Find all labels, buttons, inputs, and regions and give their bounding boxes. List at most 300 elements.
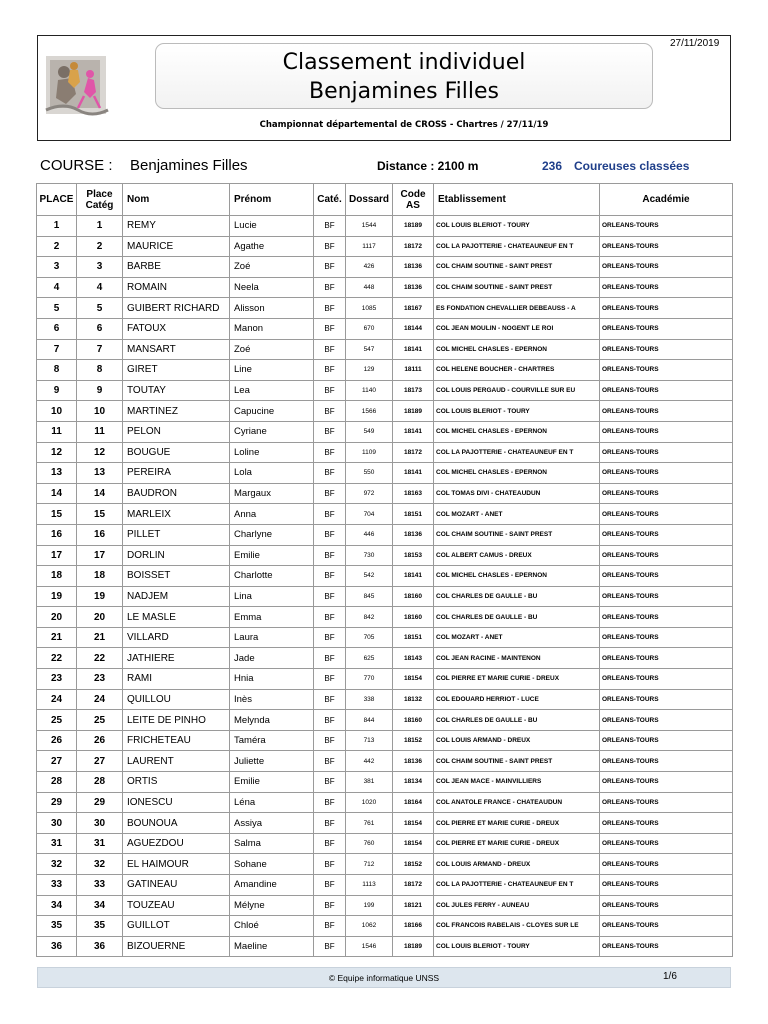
prenom-cell: Melynda (230, 710, 314, 731)
code-as-cell: 18151 (393, 627, 434, 648)
cate-cell: BF (314, 586, 346, 607)
nom-cell: MANSART (123, 339, 230, 360)
dossard-cell: 1544 (346, 216, 393, 237)
academie-cell: ORLEANS-TOURS (600, 360, 733, 381)
cate-cell: BF (314, 813, 346, 834)
categ-cell: 30 (77, 813, 123, 834)
prenom-cell: Agathe (230, 236, 314, 257)
categ-cell: 18 (77, 566, 123, 587)
dossard-cell: 1546 (346, 936, 393, 957)
academie-cell: ORLEANS-TOURS (600, 421, 733, 442)
categ-cell: 14 (77, 483, 123, 504)
place-cell: 24 (37, 689, 77, 710)
etablissement-cell: COL HELENE BOUCHER - CHARTRES (434, 360, 600, 381)
place-cell: 26 (37, 730, 77, 751)
col-header-nom: Nom (123, 184, 230, 216)
table-row (37, 916, 733, 937)
categ-cell: 22 (77, 648, 123, 669)
nom-cell: BARBE (123, 257, 230, 278)
cate-cell: BF (314, 669, 346, 690)
table-row (37, 730, 733, 751)
etablissement-cell: COL LOUIS ARMAND - DREUX (434, 854, 600, 875)
code-as-cell: 18172 (393, 875, 434, 896)
prenom-cell: Léna (230, 792, 314, 813)
cate-cell: BF (314, 463, 346, 484)
place-cell: 32 (37, 854, 77, 875)
categ-cell: 6 (77, 318, 123, 339)
academie-cell: ORLEANS-TOURS (600, 916, 733, 937)
etablissement-cell: COL MOZART - ANET (434, 504, 600, 525)
prenom-cell: Emma (230, 607, 314, 628)
dossard-cell: 442 (346, 751, 393, 772)
categ-cell: 32 (77, 854, 123, 875)
academie-cell: ORLEANS-TOURS (600, 524, 733, 545)
cate-cell: BF (314, 504, 346, 525)
table-row (37, 586, 733, 607)
academie-cell: ORLEANS-TOURS (600, 318, 733, 339)
nom-cell: QUILLOU (123, 689, 230, 710)
nom-cell: JATHIERE (123, 648, 230, 669)
categ-cell: 24 (77, 689, 123, 710)
place-cell: 11 (37, 421, 77, 442)
nom-cell: GUIBERT RICHARD (123, 298, 230, 319)
etablissement-cell: COL LOUIS BLERIOT - TOURY (434, 401, 600, 422)
etablissement-cell: COL ALBERT CAMUS - DREUX (434, 545, 600, 566)
categ-cell: 21 (77, 627, 123, 648)
nom-cell: BOUNOUA (123, 813, 230, 834)
dossard-cell: 381 (346, 772, 393, 793)
code-as-cell: 18136 (393, 524, 434, 545)
cate-cell: BF (314, 648, 346, 669)
table-row (37, 442, 733, 463)
table-row (37, 936, 733, 957)
place-cell: 7 (37, 339, 77, 360)
col-header-prenom: Prénom (230, 184, 314, 216)
footer-credit: © Equipe informatique UNSS (328, 973, 440, 983)
dossard-cell: 338 (346, 689, 393, 710)
nom-cell: GATINEAU (123, 875, 230, 896)
etablissement-cell: COL MICHEL CHASLES - EPERNON (434, 339, 600, 360)
prenom-cell: Jade (230, 648, 314, 669)
code-as-cell: 18121 (393, 895, 434, 916)
nom-cell: EL HAIMOUR (123, 854, 230, 875)
etablissement-cell: COL MOZART - ANET (434, 627, 600, 648)
etablissement-cell: COL PIERRE ET MARIE CURIE - DREUX (434, 813, 600, 834)
nom-cell: REMY (123, 216, 230, 237)
etablissement-cell: COL CHARLES DE GAULLE - BU (434, 607, 600, 628)
nom-cell: VILLARD (123, 627, 230, 648)
nom-cell: TOUTAY (123, 380, 230, 401)
etablissement-cell: COL LOUIS BLERIOT - TOURY (434, 216, 600, 237)
place-cell: 3 (37, 257, 77, 278)
dossard-cell: 770 (346, 669, 393, 690)
nom-cell: RAMI (123, 669, 230, 690)
academie-cell: ORLEANS-TOURS (600, 483, 733, 504)
championship-subtitle: Championnat départemental de CROSS - Chartres / 27/11/19 (259, 120, 549, 130)
prenom-cell: Laura (230, 627, 314, 648)
nom-cell: MARLEIX (123, 504, 230, 525)
nom-cell: BAUDRON (123, 483, 230, 504)
academie-cell: ORLEANS-TOURS (600, 669, 733, 690)
dossard-cell: 1085 (346, 298, 393, 319)
table-row (37, 545, 733, 566)
academie-cell: ORLEANS-TOURS (600, 648, 733, 669)
place-cell: 15 (37, 504, 77, 525)
code-as-cell: 18143 (393, 648, 434, 669)
code-as-cell: 18132 (393, 689, 434, 710)
place-cell: 35 (37, 916, 77, 937)
table-row (37, 648, 733, 669)
page-title: Classement individuel (282, 50, 526, 75)
dossard-cell: 845 (346, 586, 393, 607)
prenom-cell: Lea (230, 380, 314, 401)
table-row (37, 380, 733, 401)
cate-cell: BF (314, 483, 346, 504)
academie-cell: ORLEANS-TOURS (600, 792, 733, 813)
categ-cell: 3 (77, 257, 123, 278)
place-cell: 10 (37, 401, 77, 422)
prenom-cell: Lucie (230, 216, 314, 237)
prenom-cell: Cyriane (230, 421, 314, 442)
place-cell: 34 (37, 895, 77, 916)
table-row (37, 792, 733, 813)
nom-cell: BOUGUE (123, 442, 230, 463)
categ-cell: 12 (77, 442, 123, 463)
prenom-cell: Assiya (230, 813, 314, 834)
academie-cell: ORLEANS-TOURS (600, 875, 733, 896)
categ-cell: 31 (77, 833, 123, 854)
academie-cell: ORLEANS-TOURS (600, 936, 733, 957)
cate-cell: BF (314, 524, 346, 545)
prenom-cell: Margaux (230, 483, 314, 504)
place-cell: 36 (37, 936, 77, 957)
academie-cell: ORLEANS-TOURS (600, 298, 733, 319)
etablissement-cell: COL CHARLES DE GAULLE - BU (434, 710, 600, 731)
title-box (155, 43, 653, 109)
categ-cell: 16 (77, 524, 123, 545)
etablissement-cell: COL LA PAJOTTERIE - CHATEAUNEUF EN T (434, 875, 600, 896)
academie-cell: ORLEANS-TOURS (600, 566, 733, 587)
cate-cell: BF (314, 895, 346, 916)
dossard-cell: 1109 (346, 442, 393, 463)
page-number: 1/6 (663, 971, 677, 982)
academie-cell: ORLEANS-TOURS (600, 895, 733, 916)
col-header-dossard: Dossard (346, 184, 393, 216)
categ-cell: 23 (77, 669, 123, 690)
dossard-cell: 1113 (346, 875, 393, 896)
etablissement-cell: COL CHAIM SOUTINE - SAINT PREST (434, 524, 600, 545)
academie-cell: ORLEANS-TOURS (600, 442, 733, 463)
academie-cell: ORLEANS-TOURS (600, 730, 733, 751)
results-table (36, 183, 733, 957)
place-cell: 13 (37, 463, 77, 484)
place-cell: 27 (37, 751, 77, 772)
prenom-cell: Anna (230, 504, 314, 525)
etablissement-cell: COL FRANCOIS RABELAIS - CLOYES SUR LE (434, 916, 600, 937)
cate-cell: BF (314, 421, 346, 442)
dossard-cell: 542 (346, 566, 393, 587)
etablissement-cell: COL EDOUARD HERRIOT - LUCE (434, 689, 600, 710)
place-cell: 9 (37, 380, 77, 401)
etablissement-cell: COL CHARLES DE GAULLE - BU (434, 586, 600, 607)
dossard-cell: 625 (346, 648, 393, 669)
prenom-cell: Sohane (230, 854, 314, 875)
categ-cell: 36 (77, 936, 123, 957)
table-row (37, 751, 733, 772)
categ-cell: 10 (77, 401, 123, 422)
cate-cell: BF (314, 339, 346, 360)
categ-cell: 19 (77, 586, 123, 607)
table-row (37, 524, 733, 545)
prenom-cell: Loline (230, 442, 314, 463)
nom-cell: ORTIS (123, 772, 230, 793)
cate-cell: BF (314, 751, 346, 772)
categ-cell: 29 (77, 792, 123, 813)
prenom-cell: Taméra (230, 730, 314, 751)
nom-cell: MAURICE (123, 236, 230, 257)
etablissement-cell: COL CHAIM SOUTINE - SAINT PREST (434, 277, 600, 298)
table-row (37, 895, 733, 916)
code-as-cell: 18163 (393, 483, 434, 504)
categ-cell: 17 (77, 545, 123, 566)
dossard-cell: 448 (346, 277, 393, 298)
nom-cell: TOUZEAU (123, 895, 230, 916)
academie-cell: ORLEANS-TOURS (600, 463, 733, 484)
nom-cell: MARTINEZ (123, 401, 230, 422)
cate-cell: BF (314, 607, 346, 628)
prenom-cell: Emilie (230, 772, 314, 793)
code-as-cell: 18136 (393, 751, 434, 772)
dossard-cell: 129 (346, 360, 393, 381)
nom-cell: DORLIN (123, 545, 230, 566)
categ-cell: 20 (77, 607, 123, 628)
dossard-cell: 1140 (346, 380, 393, 401)
code-as-cell: 18164 (393, 792, 434, 813)
academie-cell: ORLEANS-TOURS (600, 813, 733, 834)
prenom-cell: Mélyne (230, 895, 314, 916)
table-row (37, 813, 733, 834)
place-cell: 21 (37, 627, 77, 648)
categ-cell: 15 (77, 504, 123, 525)
prenom-cell: Capucine (230, 401, 314, 422)
table-row (37, 607, 733, 628)
cate-cell: BF (314, 566, 346, 587)
prenom-cell: Lola (230, 463, 314, 484)
table-row (37, 318, 733, 339)
academie-cell: ORLEANS-TOURS (600, 339, 733, 360)
cate-cell: BF (314, 545, 346, 566)
categ-cell: 27 (77, 751, 123, 772)
code-as-cell: 18144 (393, 318, 434, 339)
dossard-cell: 670 (346, 318, 393, 339)
etablissement-cell: COL MICHEL CHASLES - EPERNON (434, 421, 600, 442)
etablissement-cell: COL JEAN RACINE - MAINTENON (434, 648, 600, 669)
academie-cell: ORLEANS-TOURS (600, 257, 733, 278)
prenom-cell: Maeline (230, 936, 314, 957)
prenom-cell: Inès (230, 689, 314, 710)
etablissement-cell: COL LOUIS PERGAUD - COURVILLE SUR EU (434, 380, 600, 401)
dossard-cell: 426 (346, 257, 393, 278)
place-cell: 1 (37, 216, 77, 237)
cate-cell: BF (314, 236, 346, 257)
dossard-cell: 1062 (346, 916, 393, 937)
code-as-cell: 18167 (393, 298, 434, 319)
nom-cell: BIZOUERNE (123, 936, 230, 957)
dossard-cell: 972 (346, 483, 393, 504)
code-as-cell: 18173 (393, 380, 434, 401)
nom-cell: NADJEM (123, 586, 230, 607)
table-row (37, 463, 733, 484)
prenom-cell: Charlotte (230, 566, 314, 587)
dossard-cell: 1566 (346, 401, 393, 422)
etablissement-cell: COL LOUIS ARMAND - DREUX (434, 730, 600, 751)
dossard-cell: 547 (346, 339, 393, 360)
code-as-cell: 18141 (393, 339, 434, 360)
academie-cell: ORLEANS-TOURS (600, 772, 733, 793)
nom-cell: PELON (123, 421, 230, 442)
table-row (37, 277, 733, 298)
place-cell: 5 (37, 298, 77, 319)
prenom-cell: Alisson (230, 298, 314, 319)
place-cell: 23 (37, 669, 77, 690)
academie-cell: ORLEANS-TOURS (600, 216, 733, 237)
prenom-cell: Lina (230, 586, 314, 607)
code-as-cell: 18154 (393, 669, 434, 690)
prenom-cell: Salma (230, 833, 314, 854)
code-as-cell: 18136 (393, 257, 434, 278)
cate-cell: BF (314, 875, 346, 896)
unss-athletes-logo-icon (44, 52, 110, 118)
place-cell: 4 (37, 277, 77, 298)
code-as-cell: 18160 (393, 586, 434, 607)
cate-cell: BF (314, 360, 346, 381)
etablissement-cell: COL LA PAJOTTERIE - CHATEAUNEUF EN T (434, 442, 600, 463)
code-as-cell: 18141 (393, 421, 434, 442)
code-as-cell: 18166 (393, 916, 434, 937)
place-cell: 18 (37, 566, 77, 587)
cate-cell: BF (314, 772, 346, 793)
categ-cell: 7 (77, 339, 123, 360)
dossard-cell: 1117 (346, 236, 393, 257)
dossard-cell: 705 (346, 627, 393, 648)
categ-cell: 13 (77, 463, 123, 484)
cate-cell: BF (314, 689, 346, 710)
etablissement-cell: COL JEAN MOULIN - NOGENT LE ROI (434, 318, 600, 339)
table-row (37, 360, 733, 381)
academie-cell: ORLEANS-TOURS (600, 689, 733, 710)
dossard-cell: 842 (346, 607, 393, 628)
cate-cell: BF (314, 833, 346, 854)
prenom-cell: Charlyne (230, 524, 314, 545)
prenom-cell: Emilie (230, 545, 314, 566)
place-cell: 33 (37, 875, 77, 896)
etablissement-cell: COL LA PAJOTTERIE - CHATEAUNEUF EN T (434, 236, 600, 257)
code-as-cell: 18151 (393, 504, 434, 525)
academie-cell: ORLEANS-TOURS (600, 545, 733, 566)
categ-cell: 9 (77, 380, 123, 401)
runner-count-label: Coureuses classées (574, 159, 690, 173)
nom-cell: FATOUX (123, 318, 230, 339)
dossard-cell: 761 (346, 813, 393, 834)
etablissement-cell: COL MICHEL CHASLES - EPERNON (434, 566, 600, 587)
page-title-category: Benjamines Filles (308, 79, 500, 104)
categ-cell: 8 (77, 360, 123, 381)
categ-cell: 4 (77, 277, 123, 298)
etablissement-cell: COL PIERRE ET MARIE CURIE - DREUX (434, 833, 600, 854)
categ-cell: 1 (77, 216, 123, 237)
academie-cell: ORLEANS-TOURS (600, 854, 733, 875)
cate-cell: BF (314, 936, 346, 957)
place-cell: 2 (37, 236, 77, 257)
table-row (37, 504, 733, 525)
academie-cell: ORLEANS-TOURS (600, 751, 733, 772)
results-body (37, 216, 733, 957)
code-as-cell: 18152 (393, 730, 434, 751)
etablissement-cell: COL ANATOLE FRANCE - CHATEAUDUN (434, 792, 600, 813)
prenom-cell: Amandine (230, 875, 314, 896)
academie-cell: ORLEANS-TOURS (600, 586, 733, 607)
course-label: COURSE : (40, 157, 113, 174)
table-row (37, 257, 733, 278)
nom-cell: FRICHETEAU (123, 730, 230, 751)
dossard-cell: 1020 (346, 792, 393, 813)
cate-cell: BF (314, 277, 346, 298)
nom-cell: LE MASLE (123, 607, 230, 628)
cate-cell: BF (314, 257, 346, 278)
cate-cell: BF (314, 730, 346, 751)
code-as-cell: 18172 (393, 442, 434, 463)
cate-cell: BF (314, 916, 346, 937)
cate-cell: BF (314, 318, 346, 339)
col-header-etablissement: Etablissement (434, 184, 600, 216)
col-header-code-as: Code AS (393, 184, 434, 216)
table-row (37, 627, 733, 648)
dossard-cell: 730 (346, 545, 393, 566)
place-cell: 12 (37, 442, 77, 463)
runner-count: 236 (542, 159, 563, 173)
place-cell: 6 (37, 318, 77, 339)
nom-cell: PILLET (123, 524, 230, 545)
dossard-cell: 199 (346, 895, 393, 916)
code-as-cell: 18160 (393, 607, 434, 628)
cate-cell: BF (314, 380, 346, 401)
categ-cell: 26 (77, 730, 123, 751)
table-row (37, 298, 733, 319)
table-row (37, 669, 733, 690)
place-cell: 8 (37, 360, 77, 381)
etablissement-cell: COL CHAIM SOUTINE - SAINT PREST (434, 257, 600, 278)
academie-cell: ORLEANS-TOURS (600, 833, 733, 854)
course-distance: Distance : 2100 m (377, 159, 479, 173)
table-row (37, 833, 733, 854)
footer-bar (37, 967, 731, 988)
table-header-row (37, 184, 733, 216)
cate-cell: BF (314, 442, 346, 463)
etablissement-cell: COL LOUIS BLERIOT - TOURY (434, 936, 600, 957)
cate-cell: BF (314, 854, 346, 875)
place-cell: 30 (37, 813, 77, 834)
academie-cell: ORLEANS-TOURS (600, 627, 733, 648)
prenom-cell: Hnia (230, 669, 314, 690)
place-cell: 28 (37, 772, 77, 793)
code-as-cell: 18111 (393, 360, 434, 381)
nom-cell: LEITE DE PINHO (123, 710, 230, 731)
dossard-cell: 760 (346, 833, 393, 854)
dossard-cell: 712 (346, 854, 393, 875)
code-as-cell: 18134 (393, 772, 434, 793)
report-date: 27/11/2019 (670, 38, 720, 49)
table-row (37, 566, 733, 587)
